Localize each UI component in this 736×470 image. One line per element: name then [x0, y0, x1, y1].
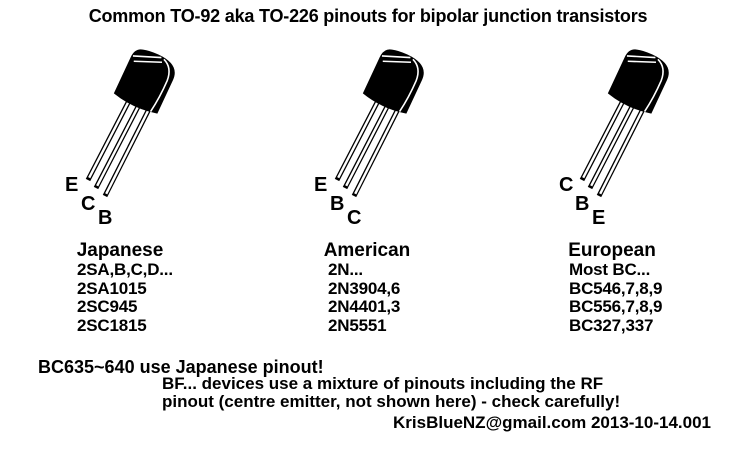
pin-label-3: C — [347, 207, 362, 229]
note-bf-devices-1: BF... devices use a mixture of pinouts including the RF — [162, 374, 604, 393]
transistor-figure-american — [306, 48, 476, 233]
transistor-figure-european — [551, 48, 721, 233]
note-bf-devices-2: pinout (centre emitter, not shown here) - check carefully! — [162, 392, 621, 411]
to92-body — [362, 48, 430, 116]
part-number: 2N4401,3 — [328, 297, 401, 316]
part-number: 2SA,B,C,D... — [77, 260, 173, 279]
pin-label-2: B — [575, 193, 590, 215]
part-list-european — [569, 261, 662, 335]
part-number: 2N3904,6 — [328, 278, 401, 298]
part-number: 2SC945 — [77, 297, 138, 316]
column-header-japanese: Japanese — [76, 240, 164, 261]
pin-label-2: C — [81, 193, 96, 215]
diagram-title: Common TO-92 aka TO-226 pinouts for bipolar junction transistors — [88, 6, 648, 26]
part-number: 2SC1815 — [77, 315, 147, 335]
transistor-figure-japanese — [57, 48, 227, 233]
part-number: 2N... — [328, 260, 363, 279]
pin-label-1: C — [559, 174, 574, 196]
pin-label-3: B — [98, 207, 113, 229]
part-number: Most BC... — [569, 260, 651, 279]
column-header-european: European — [568, 240, 656, 261]
note-bc635-pinout: BC635~640 use Japanese pinout! — [38, 357, 324, 377]
pin-label-2: B — [330, 193, 345, 215]
part-number: BC546,7,8,9 — [569, 278, 663, 298]
pin-label-1: E — [314, 174, 328, 196]
part-list-japanese — [77, 261, 173, 335]
to92-body — [607, 48, 675, 116]
part-number: BC556,7,8,9 — [569, 297, 663, 316]
part-list-american — [328, 261, 400, 335]
pin-label-1: E — [65, 174, 79, 196]
part-number: 2N5551 — [328, 315, 387, 335]
credit-line: KrisBlueNZ@gmail.com 2013-10-14.001 — [393, 413, 711, 432]
part-number: 2SA1015 — [77, 278, 147, 298]
part-number: BC327,337 — [569, 315, 654, 335]
pin-label-3: E — [592, 207, 606, 229]
column-header-american: American — [323, 240, 411, 261]
to92-body — [113, 48, 181, 116]
